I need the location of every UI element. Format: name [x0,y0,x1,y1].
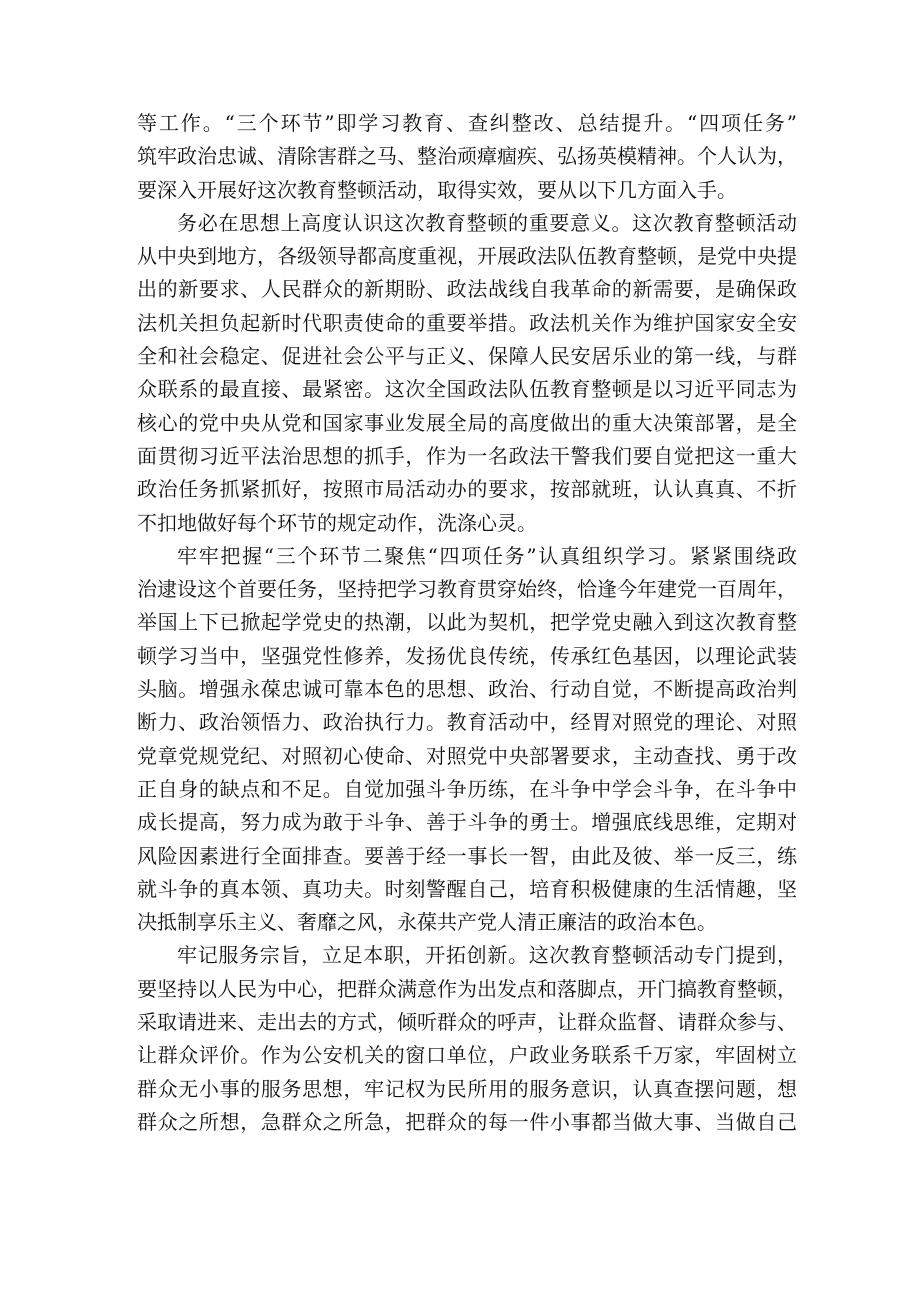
paragraph-first-line: 牢牢把握“三个环节二聚焦“四项任务”认真组织学习。紧紧围绕政 [177,543,797,568]
text-line: 核心的党中央从党和国家事业发展全局的高度做出的重大决策部署，是全 [137,410,797,435]
text-line: 政治任务抓紧抓好，按照市局活动办的要求，按部就班，认认真真、不折 [137,477,797,502]
text-line: 从中央到地方，各级领导都高度重视，开展政法队伍教育整顿，是党中央提 [137,244,797,269]
text-line: 众联系的最直接、最紧密。这次全国政法队伍教育整顿是以习近平同志为 [137,377,797,402]
text-line: 群众之所想，急群众之所急，把群众的每一件小事都当做大事、当做自己 [137,1109,797,1134]
text-line: 要坚持以人民为中心，把群众满意作为出发点和落脚点，开门搞教育整顿， [137,976,797,1001]
text-line: 要深入开展好这次教育整顿活动，取得实效，要从以下几方面入手。 [137,177,737,202]
paragraph-first-line: 务必在思想上高度认识这次教育整顿的重要意义。这次教育整顿活动 [177,210,797,235]
text-line: 党章党规党纪、对照初心使命、对照党中央部署要求，主动查找、勇于改 [137,743,797,768]
text-line: 决抵制享乐主义、奢靡之风，永葆共产党人清正廉洁的政治本色。 [137,910,717,935]
text-line: 让群众评价。作为公安机关的窗口单位，户政业务联系千万家，牢固树立 [137,1043,797,1068]
paragraph-first-line: 牢记服务宗旨，立足本职，开拓创新。这次教育整顿活动专门提到， [177,943,797,968]
text-line: 不扣地做好每个环节的规定动作，洗涤心灵。 [137,510,537,535]
text-line: 头脑。增强永葆忠诚可靠本色的思想、政治、行动自觉，不断提高政治判 [137,677,797,702]
text-line: 治逮设这个首要任务，坚持把学习教育贯穿始终，恰逢今年建党一百周年， [137,577,797,602]
text-line: 采取请进来、走出去的方式，倾听群众的呼声，让群众监督、请群众参与、 [137,1010,797,1035]
document-body [137,107,797,1139]
text-line: 面贯彻习近平法治思想的抓手，作为一名政法干警我们要自觉把这一重大 [137,443,797,468]
text-line: 群众无小事的服务思想，牢记权为民所用的服务意识，认真查摆问题，想 [137,1076,797,1101]
text-line: 筑牢政治忠诚、清除害群之马、整治顽瘴痼疾、弘扬英模精神。个人认为， [137,144,797,169]
text-line: 出的新要求、人民群众的新期盼、政法战线自我革命的新需要，是确保政 [137,277,797,302]
text-line: 成长提高，努力成为敢于斗争、善于斗争的勇士。增强底线思维，定期对 [137,810,797,835]
text-line: 风险因素进行全面排查。要善于经一事长一智，由此及彼、举一反三，练 [137,843,797,868]
text-line: 法机关担负起新时代职责使命的重要举措。政法机关作为维护国家安全安 [137,310,797,335]
text-line: 顿学习当中，坚强党性修养，发扬优良传统，传承红色基因，以理论武装 [137,643,797,668]
text-line: 举国上下已掀起学党史的热潮，以此为契机，把学党史融入到这次教育整 [137,610,797,635]
text-line: 断力、政治领悟力、政治执行力。教育活动中，经胃对照党的理论、对照 [137,710,797,735]
text-line: 正自身的缺点和不足。自觉加强斗争历练，在斗争中学会斗争，在斗争中 [137,776,797,801]
text-line: 就斗争的真本领、真功夫。时刻警醒自己，培育积极健康的生活情趣，坚 [137,876,797,901]
text-line: 等工作。“三个环节”即学习教育、查纠整改、总结提升。“四项任务” [137,111,797,135]
text-line: 全和社会稳定、促进社会公平与正义、保障人民安居乐业的第一线，与群 [137,344,797,369]
